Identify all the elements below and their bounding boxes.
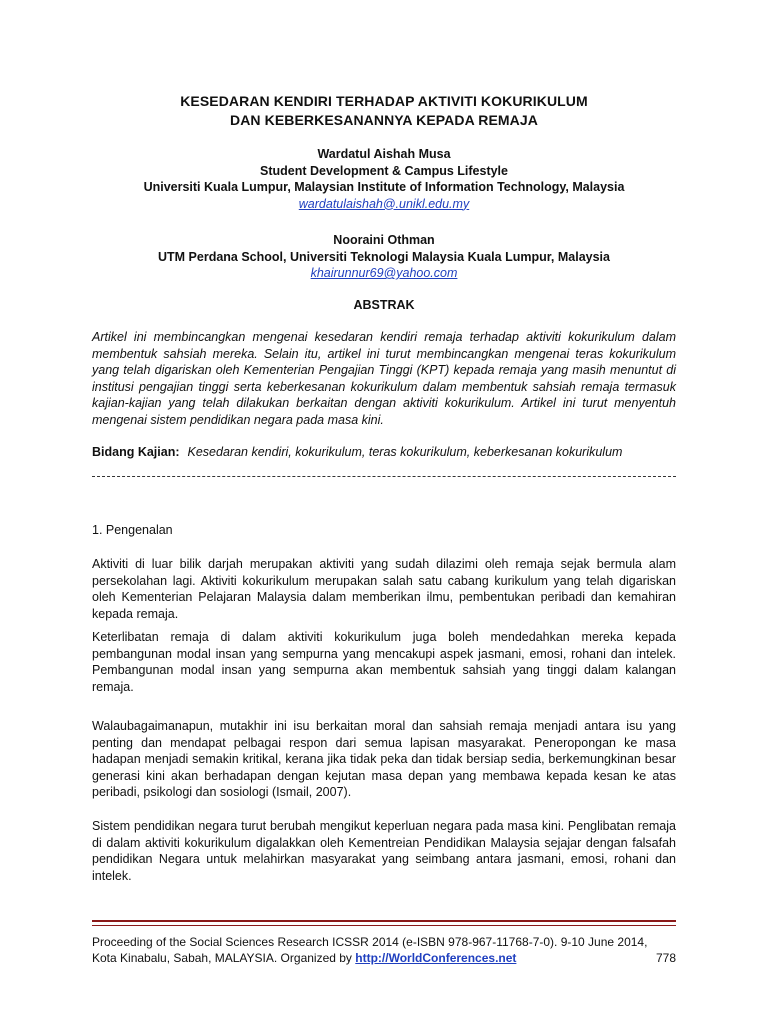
author-affiliation: UTM Perdana School, Universiti Teknologi Malaysia Kuala Lumpur, Malaysia <box>158 249 610 264</box>
title-line-2: DAN KEBERKESANANNYA KEPADA REMAJA <box>230 112 538 128</box>
footer-citation-line-2 <box>92 950 676 966</box>
author-affiliation: Universiti Kuala Lumpur, Malaysian Institute of Information Technology, Malaysia <box>143 180 625 194</box>
footer-rule <box>92 925 676 926</box>
author-email-link[interactable]: wardatulaishah@.unikl.edu.my <box>298 196 470 211</box>
keywords-label: Bidang Kajian: <box>92 445 180 459</box>
keywords-text: Kesedaran kendiri, kokurikulum, teras kokurikulum, keberkesanan kokurikulum <box>187 445 623 459</box>
author-block-2 <box>92 232 676 282</box>
page-number: 778 <box>655 951 676 965</box>
keywords <box>92 444 676 461</box>
footer-citation-line-1: Proceeding of the Social Sciences Research ICSSR 2014 (e-ISBN 978-967-11768-7-0). 9-10 June 2014, <box>92 935 648 949</box>
abstract-heading: ABSTRAK <box>353 298 415 312</box>
title-line-1: KESEDARAN KENDIRI TERHADAP AKTIVITI KOKURIKULUM <box>180 93 588 109</box>
author-department: Student Development & Campus Lifestyle <box>260 163 508 178</box>
body-paragraph: Walaubagaimanapun, mutakhir ini isu berkaitan moral dan sahsiah remaja menjadi antara isu yang penting dan mendapat pelbagai respon dari semua lapisan masyarakat. Peneropongan ke masa hadapan menjadi semakin kritikal, kerana jika tidak peka dan tidak bersiap sedia, berkemungkinan besar generasi kini akan berhadapan dengan kejutan masa depan yang membawa kepada kesan ke atas peribadi, psikologi dan sosiologi (Ismail, 2007). <box>92 719 676 800</box>
footer-conference-link[interactable]: http://WorldConferences.net <box>355 951 517 965</box>
abstract-text: Artikel ini membincangkan mengenai kesedaran kendiri remaja terhadap aktiviti kokurikulum dalam membentuk sahsiah mereka. Selain itu, artikel ini turut membincangkan mengenai teras kokurikulum yang telah digariskan oleh Kementerian Pengajian Tinggi (KPT) kepada remaja yang masih menuntut di institusi pengajian tinggi serta keberkesanan kokurikulum dalam membentuk sahsiah remaja termasuk kajian-kajian yang telah dilakukan berkaitan dengan aktiviti kokurikulum. Artikel ini turut menyentuh mengenai sistem pendidikan negara pada masa kini. <box>92 330 676 427</box>
dashed-separator <box>92 476 676 477</box>
body-paragraph: Aktiviti di luar bilik darjah merupakan aktiviti yang sudah dilazimi oleh remaja sejak bermula alam persekolahan lagi. Aktiviti kokurikulum merupakan salah satu cabang kurikulum yang telah digariskan oleh Kementerian Pelajaran Malaysia dalam memberikan ilmu, pembentukan peribadi dan kemahiran kepada remaja. <box>92 557 676 621</box>
body-paragraph: Sistem pendidikan negara turut berubah mengikut keperluan negara pada masa kini. Penglibatan remaja di dalam aktiviti kokurikulum digalakkan oleh Kementreian Pendidikan Malaysia sejajar dengan falsafah pendidikan Negara untuk melahirkan masyarakat yang seimbang antara jasmani, emosi, rohani dan intelek. <box>92 819 676 883</box>
paper-title <box>92 92 676 130</box>
section-heading: 1. Pengenalan <box>92 523 173 537</box>
footer-rule <box>92 920 676 922</box>
author-email-link[interactable]: khairunnur69@yahoo.com <box>310 266 458 280</box>
body-paragraph: Keterlibatan remaja di dalam aktiviti kokurikulum juga boleh mendedahkan mereka kepada pembangunan modal insan yang sempurna yang mencakupi aspek jasmani, emosi, rohani dan intelek. Pembangunan modal insan yang sempurna akan membentuk sahsiah yang tinggi dalam kalangan remaja. <box>92 630 676 694</box>
author-name: Wardatul Aishah Musa <box>317 147 451 161</box>
author-name: Nooraini Othman <box>333 233 435 247</box>
footer-organizer-text: Kota Kinabalu, Sabah, MALAYSIA. Organized by <box>92 951 356 965</box>
author-block-1 <box>92 146 676 212</box>
